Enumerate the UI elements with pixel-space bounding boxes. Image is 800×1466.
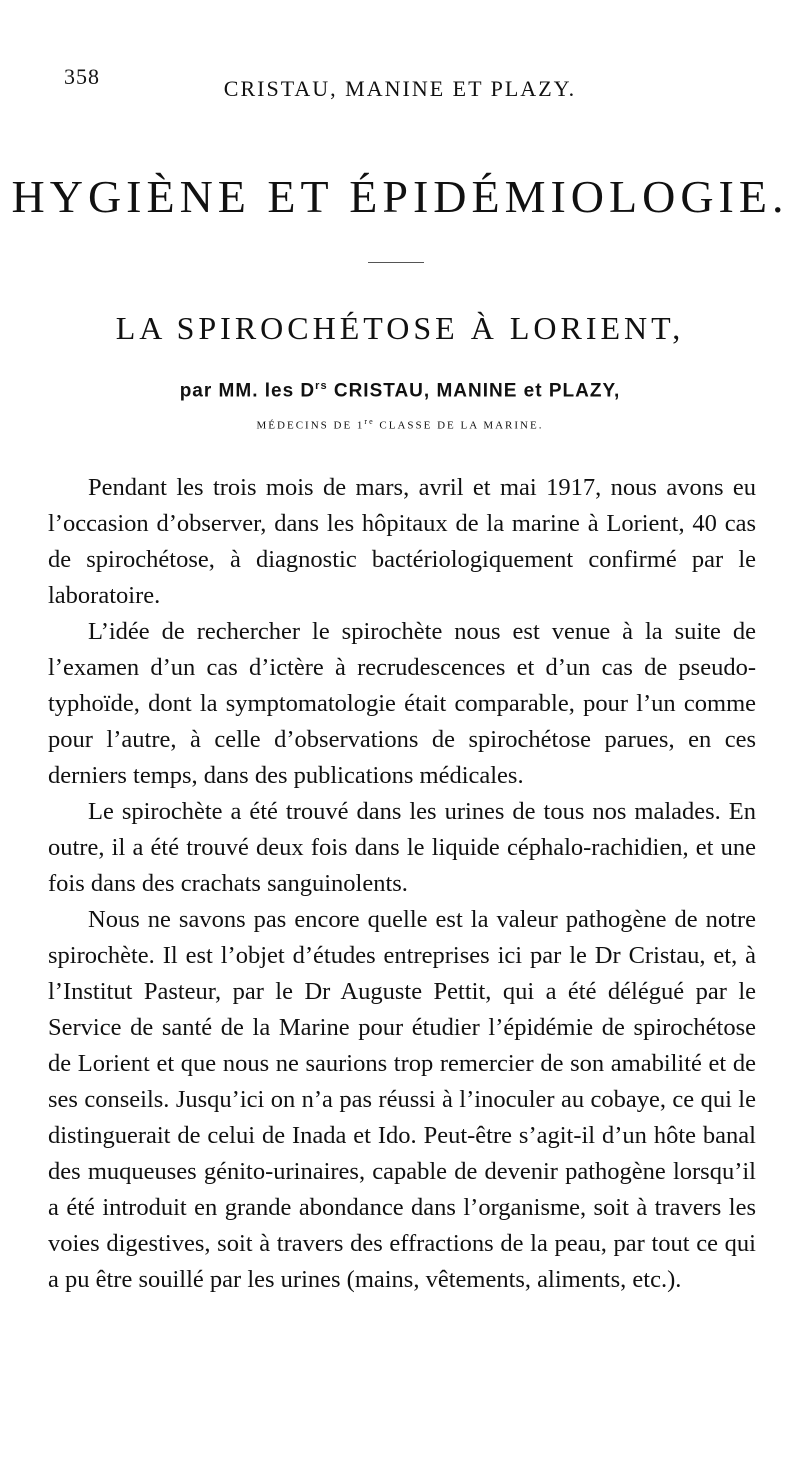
- affiliation-sup: re: [364, 417, 375, 426]
- paragraph: L’idée de rechercher le spirochète nous est venue à la suite de l’examen d’un cas d’ictère à recrudescences et d’un cas de pseudo-typhoïde, dont la symptomatologie était comparable, pour l’un comme pour l’autre, à celle d’observations de spirochétose parues, en ces derniers temps, dans des publications médicales.: [48, 618, 756, 789]
- section-title: HYGIÈNE ET ÉPIDÉMIOLOGIE.: [11, 171, 789, 222]
- byline-sup: rs: [315, 380, 328, 392]
- article-title: LA SPIROCHÉTOSE À LORIENT,: [115, 310, 685, 346]
- byline-prefix: par MM. les D: [179, 380, 316, 402]
- affiliation-suffix: CLASSE DE LA MARINE.: [374, 419, 544, 432]
- affiliation: [0, 417, 800, 432]
- running-head: CRISTAU, MANINE ET PLAZY.: [223, 76, 577, 101]
- byline: [0, 380, 800, 402]
- page-number: 358: [64, 64, 100, 89]
- byline-authors: CRISTAU, MANINE et PLAZY,: [327, 380, 621, 402]
- paragraph: Le spirochète a été trouvé dans les urines de tous nos malades. En outre, il a été trouvé deux fois dans le liquide céphalo-rachidien, et une fois dans des crachats sanguinolents.: [48, 798, 756, 897]
- paragraph: Pendant les trois mois de mars, avril et mai 1917, nous avons eu l’occasion d’observer, dans les hôpitaux de la marine à Lorient, 40 cas de spirochétose, à diagnostic bactériologiquement confirmé par le laboratoire.: [48, 474, 756, 609]
- article-body: [48, 470, 756, 1298]
- title-divider: [368, 262, 424, 263]
- paragraph: Nous ne savons pas encore quelle est la valeur pathogène de notre spirochète. Il est l’objet d’études entreprises ici par le Dr Cristau, et, à l’Institut Pasteur, par le Dr Auguste Pettit, qui a été délégué par le Service de santé de la Marine pour étudier l’épidémie de spirochétose de Lorient et que nous ne saurions trop remercier de son amabilité et de ses conseils. Jusqu’ici on n’a pas réussi à l’inoculer au cobaye, ce qui le distinguerait de celui de Inada et Ido. Peut-être s’agit-il d’un hôte banal des muqueuses génito-urinaires, capable de devenir pathogène lorsqu’il a été introduit en grande abondance dans l’organisme, soit à travers les voies digestives, soit à travers des effractions de la peau, par tout ce qui a pu être souillé par les urines (mains, vêtements, aliments, etc.).: [48, 906, 756, 1293]
- affiliation-prefix: MÉDECINS DE 1: [256, 419, 365, 432]
